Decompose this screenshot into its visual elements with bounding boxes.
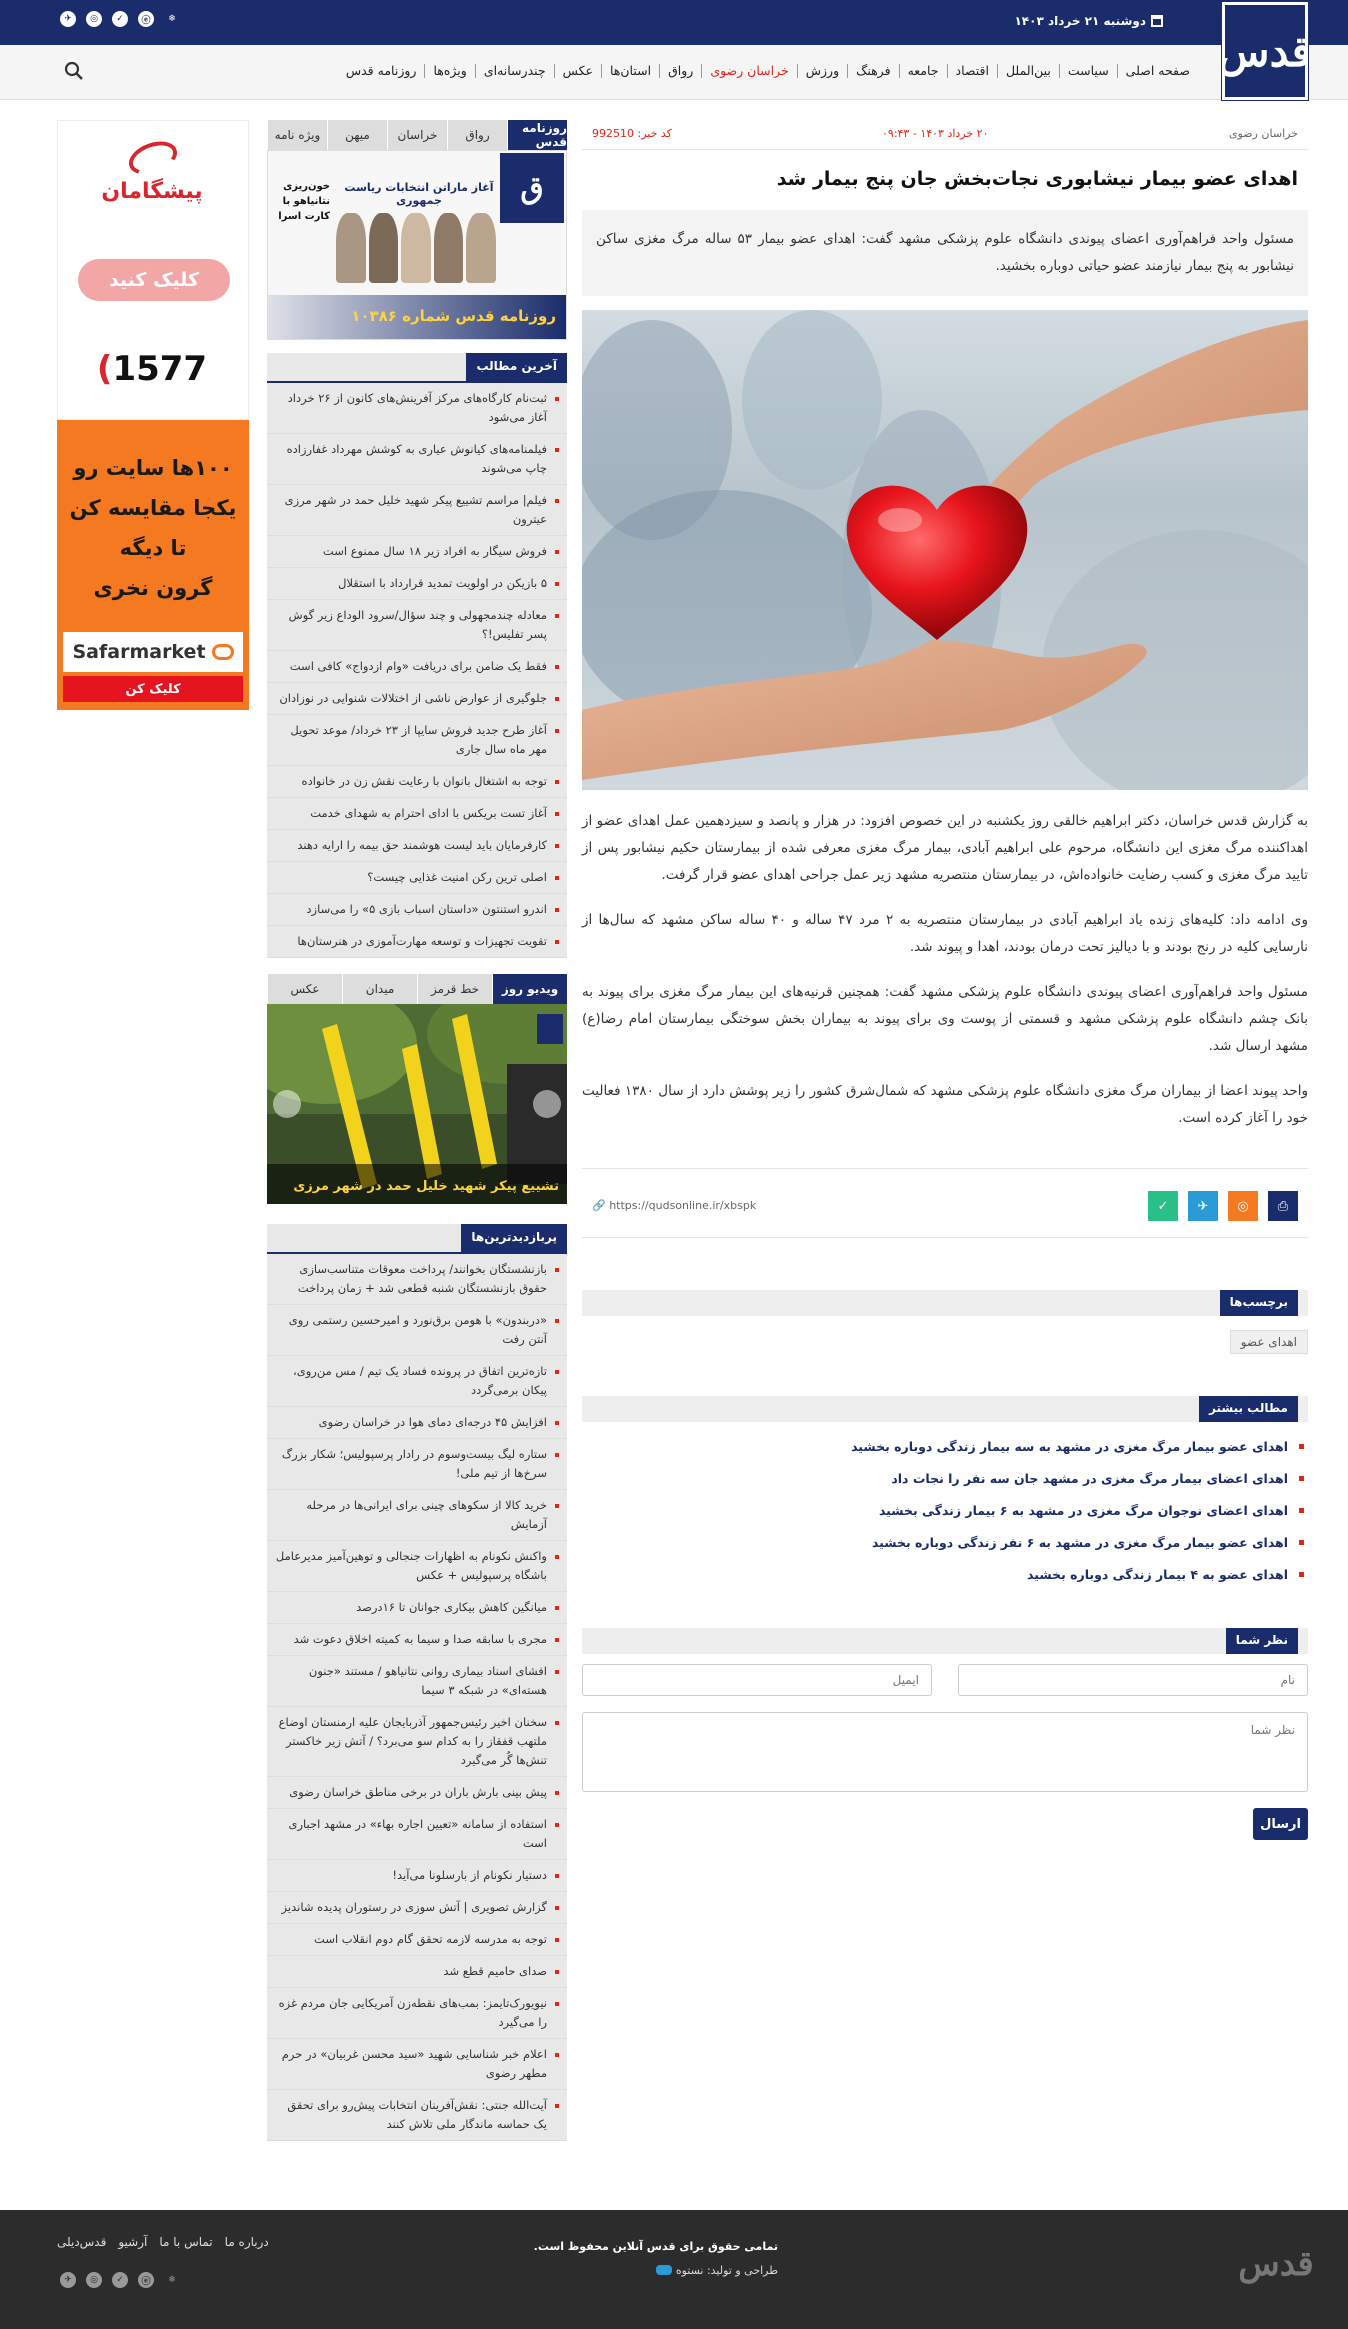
nav-item[interactable]: جامعه [899,64,947,78]
site-logo[interactable]: قدس [1222,2,1308,100]
telegram-icon[interactable]: ✈ [60,2272,76,2288]
related-heading: مطالب بیشتر [1199,1396,1298,1422]
tags-heading: برچسب‌ها [1220,1290,1298,1316]
nav-item[interactable]: بین‌الملل [997,64,1059,78]
main-menu [338,64,1198,78]
ad-click-button[interactable]: کلیک کنید [78,259,230,301]
related-item[interactable]: اهدای عضو به ۴ بیمار زندگی دوباره بخشید [582,1567,1308,1582]
video-tabs [267,974,567,1004]
article-body [582,808,1308,1132]
popular-item[interactable]: افزایش ۴۵ درجه‌ای دمای هوا در خراسان رضوی [267,1407,567,1439]
nav-item[interactable]: استان‌ها [601,64,659,78]
video-tab[interactable]: عکس [267,974,342,1004]
popular-item[interactable]: توجه به مدرسه لازمه تحقق گام دوم انقلاب است [267,1924,567,1956]
paper-tab[interactable]: میهن [327,120,387,150]
latest-item[interactable]: فروش سیگار به افراد زیر ۱۸ سال ممنوع است [267,536,567,568]
paper-tab[interactable]: ویژه نامه [267,120,327,150]
tags-section [582,1290,1308,1354]
short-link[interactable]: 🔗 https://qudsonline.ir/xbspk [592,1199,757,1212]
article [582,120,1308,1238]
hands-heart-illustration [582,310,1308,790]
related-list [582,1439,1308,1582]
popular-item[interactable]: افشای اسناد بیماری روانی نتانیاهو / مستند «جنون هسته‌ای» در شبکه ۳ سیما [267,1656,567,1707]
popular-item[interactable]: ستاره لیگ بیست‌وسوم در رادار پرسپولیس؛ شکار بزرگ سرخ‌ها از تیم ملی! [267,1439,567,1490]
latest-item[interactable]: ثبت‌نام کارگاه‌های مرکز آفرینش‌های کانون از ۲۶ خرداد آغاز می‌شود [267,383,567,434]
next-slide-icon[interactable] [533,1090,561,1118]
paper-tab[interactable]: روزنامه قدس [507,120,567,150]
footer-link[interactable]: تماس با ما [159,2235,213,2249]
latest-item[interactable]: آغاز تست بریکس با ادای احترام به شهدای خدمت [267,798,567,830]
footer-logo[interactable]: قدس [1238,2244,1314,2284]
popular-heading: پربازدیدترین‌ها [461,1224,567,1252]
popular-item[interactable]: تازه‌ترین اتفاق در پرونده فساد یک تیم / مس من‌روی، پیکان برمی‌گردد [267,1356,567,1407]
safarmarket-logo-icon [212,644,234,660]
latest-item[interactable]: جلوگیری از عوارض ناشی از اختلالات شنوایی در نوزادان [267,683,567,715]
top-bar [0,0,1348,45]
aparat-share-icon[interactable]: ✓ [1148,1191,1178,1221]
related-item[interactable]: اهدای اعضای نوجوان مرگ مغزی در مشهد به ۶ بیمار زندگی بخشید [582,1503,1308,1518]
paper-tabs [267,120,567,150]
video-tab[interactable]: میدان [342,974,417,1004]
candidate-photos [336,213,496,283]
calendar-icon [1151,15,1163,27]
popular-item[interactable]: دستیار نکونام از بارسلونا می‌آید! [267,1860,567,1892]
safarmarket-ad[interactable]: ۱۰۰ها سایت رو یکجا مقایسه کن تا دیگه گرون نخری Safarmarket کلیک کن [57,420,249,710]
nav-item[interactable]: رواق [659,64,701,78]
latest-item[interactable]: کارفرمایان باید لیست هوشمند حق بیمه را ارایه دهند [267,830,567,862]
article-meta [582,120,1308,150]
footer-social [60,2272,180,2288]
paper-tab[interactable]: رواق [447,120,507,150]
latest-heading: آخرین مطالب [466,353,567,381]
newspaper-cover[interactable]: ق آغاز ماراتن انتخابات ریاست جمهوری خون‌ریزی نتانیاهو با کارت اسرا روزنامه قدس شماره ۱۰۳۸۶ [267,150,567,340]
main-navbar [0,45,1348,100]
nav-item[interactable]: ورزش [797,64,847,78]
video-tab[interactable]: خط قرمز [417,974,492,1004]
main-content [0,100,1348,2210]
search-icon[interactable] [64,61,84,81]
ad-text-line: گرون نخری [93,576,213,600]
nav-item[interactable]: صفحه اصلی [1117,64,1198,78]
eitaa-icon[interactable]: ⓔ [138,2272,154,2288]
footer-link[interactable]: درباره ما [224,2235,269,2249]
latest-item[interactable]: ۵ بازیکن در اولویت تمدید قرارداد با استقلال [267,568,567,600]
popular-item[interactable]: خرید کالا از سکوهای چینی برای ایرانی‌ها در مرحله آزمایش [267,1490,567,1541]
latest-item[interactable]: فقط یک ضامن برای دریافت «وام ازدواج» کافی است [267,651,567,683]
latest-item[interactable]: آغاز طرح جدید فروش سایپا از ۲۳ خرداد/ موعد تحویل مهر ماه سال جاری [267,715,567,766]
article-paragraph: مسئول واحد فراهم‌آوری اعضای پیوندی دانشگاه علوم پزشکی مشهد گفت: همچنین قرنیه‌های این بیمار مرگ مغزی برای پیوند به بانک چشم دانشگاه علوم پزشکی مشهد و قسمتی از پوست وی برای پیوند به بیماران بخش سوختگی بیمارستان امام رضا(ع) مشهد ارسال شد. [582,984,1308,1054]
eitaa-icon[interactable]: ⓔ [138,11,154,27]
article-image [582,310,1308,790]
popular-item[interactable]: نیویورک‌تایمز: بمب‌های نقطه‌زن آمریکایی جان مردم غزه را می‌گیرد [267,1988,567,2039]
article-title: اهدای عضو بیمار نیشابوری نجات‌بخش جان پنج بیمار شد [776,168,1298,190]
nastooh-logo-icon [656,2265,672,2275]
footer-links [57,2235,269,2249]
comment-textarea[interactable] [582,1712,1308,1792]
popular-item[interactable]: میانگین کاهش بیکاری جوانان تا ۱۶درصد [267,1592,567,1624]
telegram-share-icon[interactable]: ✈ [1188,1191,1218,1221]
nav-item[interactable]: سیاست [1059,64,1117,78]
related-news-section [582,1396,1308,1582]
footer-link[interactable]: قدس‌دیلی [57,2235,107,2249]
latest-item[interactable]: معادله چندمجهولی و چند سؤال/سرود الوداع زیر گوش پسر تفلیس!؟ [267,600,567,651]
latest-item[interactable]: توجه به اشتغال بانوان با رعایت نقش زن در خانواده [267,766,567,798]
newspaper-logo: ق [500,153,564,223]
nav-item[interactable]: اقتصاد [947,64,997,78]
latest-item[interactable]: تقویت تجهیزات و توسعه مهارت‌آموزی در هنرستان‌ها [267,926,567,958]
latest-item[interactable]: فیلمنامه‌های کیانوش عیاری به کوشش مهرداد غفارزاده چاپ می‌شوند [267,434,567,485]
ad-phone: (1577 [96,349,208,389]
tag-item[interactable]: اهدای عضو [1230,1330,1308,1354]
popular-item[interactable]: سخنان اخیر رئیس‌جمهور آذربایجان علیه ارمنستان اوضاع ملتهب قفقاز را به کدام سو می‌برد؟ / آتش زیر خاکستر تنش‌ها گُر می‌گیرد [267,1707,567,1777]
instagram-icon[interactable]: ◎ [86,2272,102,2288]
instagram-share-icon[interactable]: ◎ [1228,1191,1258,1221]
nav-item[interactable]: خراسان رضوی [701,64,796,78]
article-lead: مسئول واحد فراهم‌آوری اعضای پیوندی دانشگاه علوم پزشکی مشهد گفت: اهدای عضو بیمار ۵۳ ساله مرگ مغزی ساکن نیشابور به پنج بیمار نیازمند عضو حیاتی دوباره بخشید. [582,210,1308,296]
video-slider[interactable] [267,1004,567,1204]
share-bar [582,1168,1308,1238]
news-code: کد خبر: 992510 [592,127,672,140]
top-social-links [60,11,180,27]
nav-item[interactable]: روزنامه قدس [345,63,417,78]
paper-tab[interactable]: خراسان [387,120,447,150]
instagram-icon[interactable]: ◎ [86,11,102,27]
email-input[interactable] [582,1664,932,1696]
current-date: دوشنبه ۲۱ خرداد ۱۴۰۳ [1014,14,1163,28]
popular-item[interactable]: پیش بینی بارش باران در برخی مناطق خراسان رضوی [267,1777,567,1809]
related-item[interactable]: اهدای اعضای بیمار مرگ مغزی در مشهد جان سه نفر را نجات داد [582,1471,1308,1486]
popular-item[interactable]: «دربندون» با هومن برق‌نورد و امیرحسین رستمی روی آنتن رفت [267,1305,567,1356]
latest-item[interactable]: اصلی ترین رکن امنیت غذایی چیست؟ [267,862,567,894]
bale-icon[interactable]: ❄ [168,2275,176,2285]
footer-link[interactable]: آرشیو [118,2235,148,2249]
nav-item[interactable]: چندرسانه‌ای [475,64,554,78]
nav-item[interactable]: عکس [554,64,601,78]
footer [0,2210,1348,2329]
popular-news-box [267,1224,567,2141]
comment-section [582,1628,1308,1832]
related-item[interactable]: اهدای عضو بیمار مرگ مغزی در مشهد به سه بیمار زندگی دوباره بخشید [582,1439,1308,1454]
video-thumbnail [267,1004,567,1204]
popular-item[interactable]: گزارش تصویری | آتش سوزی در رستوران پدیده شاندیز [267,1892,567,1924]
video-box [267,974,567,1204]
popular-item[interactable]: بازنشستگان بخوانند/ پرداخت معوقات متناسب‌سازی حقوق بازنشستگان شنبه قطعی شد + زمان پرداخت [267,1254,567,1305]
latest-news-box [267,353,567,958]
print-icon[interactable]: ⎙ [1268,1191,1298,1221]
popular-item[interactable]: صدای حامیم قطع شد [267,1956,567,1988]
ad-text-line: یکجا مقایسه کن [69,496,237,520]
nav-item[interactable]: فرهنگ [847,64,898,78]
popular-item[interactable]: واکنش نکونام به اظهارات جنجالی و توهین‌آمیز مدیرعامل باشگاه پرسپولیس + عکس [267,1541,567,1592]
ad-column [57,120,249,710]
breadcrumb[interactable]: خراسان رضوی [1228,127,1298,140]
nav-item[interactable]: ویژه‌ها [424,64,474,78]
comment-heading: نظر شما [1226,1628,1298,1654]
video-caption: تشییع پیکر شهید خلیل حمد در شهر مرزی [293,1179,559,1194]
copyright: تمامی حقوق برای قدس آنلاین محفوظ است. [533,2240,778,2253]
sidebar [267,120,567,2141]
ad-text-line: ۱۰۰ها سایت رو [73,456,233,480]
latest-item[interactable]: فیلم| مراسم تشییع پیکر شهید خلیل حمد در شهر مرزی عیترون [267,485,567,536]
telegram-icon[interactable]: ✈ [60,11,76,27]
article-paragraph: وی ادامه داد: کلیه‌های زنده یاد ابراهیم آبادی در بیمارستان منتصریه به ۲ مرد ۴۷ ساله و ۴۰ ساله ساکن مشهد که سال‌ها از نارسایی کلیه در رنج بودند و با دیالیز تحت درمان بودند، اهدا و پیوند شد. [582,912,1309,955]
article-date: ۲۰ خرداد ۱۴۰۳ - ۰۹:۴۳ [882,127,989,140]
send-button[interactable]: ارسال [1253,1808,1308,1840]
name-input[interactable] [958,1664,1308,1696]
popular-item[interactable]: استفاده از سامانه «تعیین اجاره بهاء» در مشهد اجباری است [267,1809,567,1860]
ad-click-button-2[interactable]: کلیک کن [63,676,243,702]
pishgaman-ad[interactable]: پیشگامان کلیک کنید (1577 [57,120,249,420]
popular-item[interactable]: اعلام خبر شناسایی شهید «سید محسن غربیان» در حرم مطهر رضوی [267,2039,567,2090]
article-paragraph: به گزارش قدس خراسان، دکتر ابراهیم خالقی روز یکشنبه در این خصوص افزود: در هزار و پانصد و سیزدهمین عمل اهدای عضو از اهداکننده مرگ مغزی این دانشگاه، مرحوم علی ابراهیم آبادی، بیمار مرگ مغزی معرفی شده از بیمارستان حکیم نیشابور پس از تایید مرگ مغزی و کسب رضایت خانواده‌اش، در بیمارستان منتصریه مشهد زیر عمل جراحی اهدای عضو قرار گرفت. [582,813,1308,883]
ad-text-line: تا دیگه [119,536,187,560]
popular-item[interactable]: مجری با سابقه صدا و سیما به کمیته اخلاق دعوت شد [267,1624,567,1656]
video-tab[interactable]: ویدیو روز [492,974,567,1004]
aparat-icon[interactable]: ✓ [112,2272,128,2288]
latest-item[interactable]: اندرو استنتون «داستان اسباب بازی ۵» را می‌سازد [267,894,567,926]
design-credit: طراحی و تولید: نستوه [656,2264,778,2277]
bale-icon[interactable]: ❄ [168,14,176,24]
newspaper-caption: روزنامه قدس شماره ۱۰۳۸۶ [267,295,566,339]
article-paragraph: واحد پیوند اعضا از بیماران مرگ مغزی دانشگاه علوم پزشکی مشهد که شمال‌شرق کشور را زیر پوشش دارد از سال ۱۳۸۰ فعالیت خود را آغاز کرده است. [582,1083,1308,1126]
popular-item[interactable]: آیت‌الله جنتی: نقش‌آفرینان انتخابات پیش‌رو برای تحقق یک حماسه ماندگار ملی تلاش کنند [267,2090,567,2141]
aparat-icon[interactable]: ✓ [112,11,128,27]
prev-slide-icon[interactable] [273,1090,301,1118]
related-item[interactable]: اهدای عضو بیمار مرگ مغزی در مشهد به ۶ نفر زندگی دوباره بخشید [582,1535,1308,1550]
pishgaman-logo-icon [124,135,181,180]
